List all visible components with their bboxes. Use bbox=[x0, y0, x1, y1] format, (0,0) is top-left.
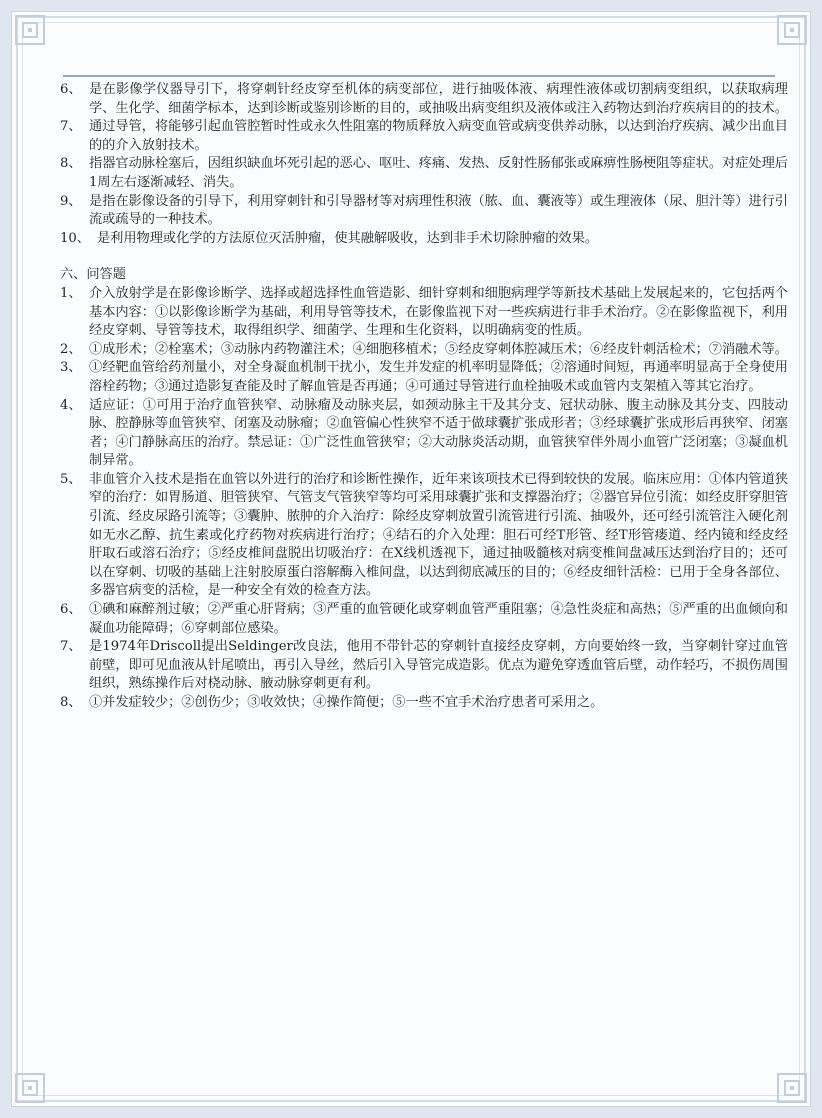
item-text: 介入放射学是在影像诊断学、选择或超选择性血管造影、细针穿刺和细胞病理学等新技术基础上发展起来的，它包括两个基本内容：①以影像诊断学为基础，利用导管等技术，在影像监视下对一些疾病进行非手术治疗。②在影像监视下，利用经皮穿刺、导管等技术，取得组织学、细菌学、生理和生化资料，以明确病变的性质。 bbox=[89, 285, 788, 339]
answer-item bbox=[60, 118, 788, 155]
item-number: 7、 bbox=[60, 119, 82, 135]
item-text: 非血管介入技术是指在血管以外进行的治疗和诊断性操作，近年来该项技术已得到较快的发展。临床应用：①体内管道狭窄的治疗：如胃肠道、胆管狭窄、气管支气管狭窄等均可采用球囊扩张和支撑器治疗；②器官异位引流：如经皮肝穿胆管引流、经皮尿路引流等；③囊肿、脓肿的介入治疗：除经皮穿刺放置引流管进行引流、抽吸外，还可经引流管注入硬化剂如无水乙醇、抗生素或化疗药物对疾病进行治疗；④结石的介入处理：胆石可经T形管、经T形管瘘道、经内镜和经皮经肝取石或溶石治疗；⑤经皮椎间盘脱出切吸治疗：在X线机透视下，通过抽吸髓核对病变椎间盘减压达到治疗目的；还可以在穿刺、切吸的基础上注射胶原蛋白溶解酶入椎间盘，以达到彻底减压的目的；⑥经皮细针活检：已用于全身各部位、多器官病变的活检，是一种安全有效的检查方法。 bbox=[89, 471, 788, 599]
item-number: 3、 bbox=[60, 360, 82, 376]
item-number: 8、 bbox=[60, 156, 82, 172]
document-body bbox=[60, 81, 788, 713]
item-number: 5、 bbox=[60, 471, 82, 487]
item-number: 6、 bbox=[60, 82, 82, 97]
item-text: ①经靶血管给药剂量小，对全身凝血机制干扰小，发生并发症的机率明显降低；②溶通时间短，再通率明显高于全身使用溶栓药物；③通过造影复查能及时了解血管是否再通；④可通过导管进行血栓抽吸术或血管内支架植入等其它治疗。 bbox=[89, 360, 788, 394]
item-number: 1、 bbox=[60, 285, 82, 301]
answer-item bbox=[60, 471, 788, 601]
item-text: 是指在影像设备的引导下，利用穿刺针和引导器材等对病理性积液（脓、血、囊液等）或生理液体（尿、胆汁等）进行引流或疏导的一种技术。 bbox=[89, 193, 788, 228]
answer-item bbox=[60, 193, 788, 230]
answer-item bbox=[60, 285, 788, 341]
answer-item bbox=[60, 230, 788, 249]
item-number: 9、 bbox=[60, 193, 82, 209]
item-number: 7、 bbox=[60, 639, 82, 655]
item-number: 8、 bbox=[60, 695, 82, 710]
answer-item bbox=[60, 359, 788, 396]
corner-ornament-icon bbox=[15, 15, 45, 45]
corner-ornament-icon bbox=[15, 1073, 45, 1103]
answer-item bbox=[60, 601, 788, 638]
answer-item bbox=[60, 155, 788, 192]
item-text: 指器官动脉栓塞后，因组织缺血坏死引起的恶心、呕吐、疼痛、发热、反射性肠郁张或麻痹性肠梗阻等症状。对症处理后1周左右逐渐减轻、消失。 bbox=[89, 156, 788, 190]
item-number: 2、 bbox=[60, 341, 82, 357]
item-text: ①碘和麻醉剂过敏；②严重心肝肾病；③严重的血管硬化或穿刺血管严重阻塞；④急性炎症和高热；⑤严重的出血倾向和凝血功能障碍；⑥穿刺部位感染。 bbox=[89, 602, 788, 636]
answer-item bbox=[60, 397, 788, 471]
item-text: 是1974年Driscoll提出Seldinger改良法，他用不带针芯的穿刺针直接经皮穿刺，方向要始终一致，当穿刺针穿过血管前壁，即可见血液从针尾喷出，再引入导丝，然后引入导管完成造影。优点为避免穿透血管后壁，动作轻巧，不损伤周围组织，熟练操作后对桡动脉、腋动脉穿刺更有利。 bbox=[89, 639, 788, 692]
answer-item bbox=[60, 638, 788, 694]
page bbox=[11, 11, 811, 1107]
item-text: 适应证：①可用于治疗血管狭窄、动脉瘤及动脉夹层，如颈动脉主干及其分支、冠状动脉、腹主动脉及其分支、四肢动脉、腔静脉等血管狭窄、闭塞及动脉瘤；②血管偏心性狭窄不适于做球囊扩张成形者；③经球囊扩张成形后再狭窄、闭塞者；④门静脉高压的治疗。禁忌证：①广泛性血管狭窄；②大动脉炎活动期，血管狭窄伴外周小血管广泛闭塞；③凝血机制异常。 bbox=[89, 397, 788, 469]
item-text: ①并发症较少；②创伤少；③收效快；④操作简便；⑤一些不宜手术治疗患者可采用之。 bbox=[89, 695, 604, 710]
answer-item bbox=[60, 81, 788, 118]
corner-ornament-icon bbox=[777, 15, 807, 45]
header-rule bbox=[63, 75, 775, 77]
item-text: 是利用物理或化学的方法原位灭活肿瘤，使其融解吸收，达到非手术切除肿瘤的效果。 bbox=[97, 230, 599, 246]
corner-ornament-icon bbox=[777, 1073, 807, 1103]
section-title: 六、问答题 bbox=[60, 267, 126, 283]
item-text: ①成形术；②栓塞术；③动脉内药物灌注术；④细胞移植术；⑤经皮穿刺体腔减压术；⑥经皮针刺活检术；⑦消融术等。 bbox=[89, 341, 788, 357]
item-number: 4、 bbox=[60, 397, 82, 413]
answer-item bbox=[60, 341, 788, 360]
answer-item bbox=[60, 694, 788, 713]
section-spacer bbox=[60, 248, 788, 266]
item-number: 6、 bbox=[60, 602, 82, 618]
item-text: 是在影像学仪器导引下，将穿刺针经皮穿至机体的病变部位，进行抽吸体液、病理性液体或切割病变组织，以获取病理学、生化学、细菌学标本，达到诊断或鉴别诊断的目的，或抽吸出病变组织及液体或注入药物达到治疗疾病目的的技术。 bbox=[89, 82, 788, 116]
item-text: 通过导管，将能够引起血管腔暂时性或永久性阻塞的物质释放入病变血管或病变供养动脉，以达到治疗疾病、减少出血目的的介入放射技术。 bbox=[89, 119, 788, 153]
item-number: 10、 bbox=[60, 230, 90, 246]
